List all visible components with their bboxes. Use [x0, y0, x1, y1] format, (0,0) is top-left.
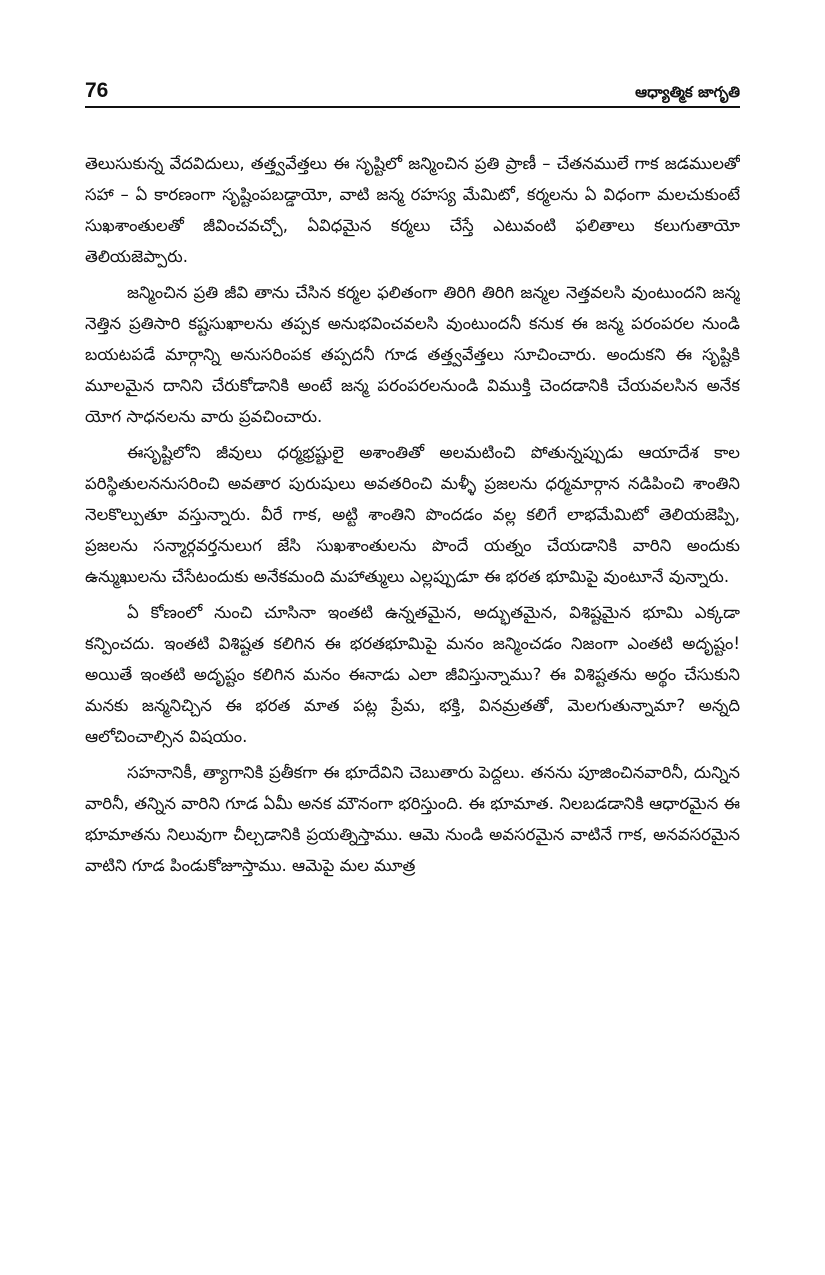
paragraph: ఏ కోణంలో నుంచి చూసినా ఇంతటి ఉన్నతమైన, అద్భుతమైన, విశిష్టమైన భూమి ఎక్కడా కన్పించదు. ఇంతటి విశిష్టత కలిగిన ఈ భరతభూమిపై మనం జన్మించడం నిజంగా ఎంతటి అదృష్టం! అయితే ఇంతటి అదృష్టం కలిగిన మనం ఈనాడు ఎలా జీవిస్తున్నాము? ఈ విశిష్టతను అర్థం చేసుకుని మనకు జన్మనిచ్చిన ఈ భరత మాత పట్ల ప్రేమ, భక్తి, వినమ్రతతో, మెలగుతున్నామా? అన్నది ఆలోచించాల్సిన విషయం.: [85, 603, 740, 746]
paragraph-continued: తెలుసుకున్న వేదవిదులు, తత్త్వవేత్తలు ఈ సృష్టిలో జన్మించిన ప్రతి ప్రాణీ – చేతనములే గాక జడములతో సహా – ఏ కారణంగా సృష్టింపబడ్డాయో, వాటి జన్మ రహస్య మేమిటో, కర్మలను ఏ విధంగా మలచుకుంటే సుఖశాంతులతో జీవించవచ్చో, ఏవిధమైన కర్మలు చేస్తే ఎటువంటి ఫలితాలు కలుగుతాయో తెలియజెప్పారు.: [85, 154, 740, 266]
paragraph: జన్మించిన ప్రతి జీవి తాను చేసిన కర్మల ఫలితంగా తిరిగి తిరిగి జన్మల నెత్తవలసి వుంటుందని జన్మ నెత్తిన ప్రతిసారి కష్టసుఖాలను తప్పక అనుభవించవలసి వుంటుందనీ కనుక ఈ జన్మ పరంపరల నుండి బయటపడే మార్గాన్ని అనుసరింపక తప్పదనీ గూడ తత్త్వవేత్తలు సూచించారు. అందుకని ఈ సృష్టికి మూలమైన దానిని చేరుకోడానికి అంటే జన్మ పరంపరలనుండి విముక్తి చెందడానికి చేయవలసిన అనేక యోగ సాధనలను వారు ప్రవచించారు.: [85, 283, 740, 426]
book-title: ఆధ్యాత్మిక జాగృతి: [635, 83, 740, 101]
running-header: [85, 78, 740, 108]
page-number: 76: [85, 79, 109, 102]
paragraph: ఈసృష్టిలోని జీవులు ధర్మభ్రష్టులై అశాంతితో అలమటించి పోతున్నప్పుడు ఆయాదేశ కాల పరిస్థితులననుసరించి అవతార పురుషులు అవతరించి మళ్ళీ ప్రజలను ధర్మమార్గాన నడిపించి శాంతిని నెలకొల్పుతూ వస్తున్నారు. వీరే గాక, అట్టి శాంతిని పొందడం వల్ల కలిగే లాభమేమిటో తెలియజెప్పి, ప్రజలను సన్మార్గవర్తనులుగ జేసి సుఖశాంతులను పొందే యత్నం చేయడానికి వారిని అందుకు ఉన్ముఖులను చేసేటందుకు అనేకమంది మహాత్ములు ఎల్లప్పుడూ ఈ భరత భూమిపై వుంటూనే వున్నారు.: [85, 443, 740, 586]
book-page: [85, 78, 740, 1228]
paragraph: సహనానికీ, త్యాగానికి ప్రతీకగా ఈ భూదేవిని చెబుతారు పెద్దలు. తనను పూజించినవారినీ, దున్నిన వారినీ, తన్నిన వారిని గూడ ఏమీ అనక మౌనంగా భరిస్తుంది. ఈ భూమాత. నిలబడడానికి ఆధారమైన ఈ భూమాతను నిలువుగా చీల్చడానికి ప్రయత్నిస్తాము. ఆమె నుండి అవసరమైన వాటినే గాక, అనవసరమైన వాటిని గూడ పిండుకోజూస్తాము. ఆమెపై మల మూత్ర: [85, 763, 740, 875]
body-text: [85, 148, 740, 881]
